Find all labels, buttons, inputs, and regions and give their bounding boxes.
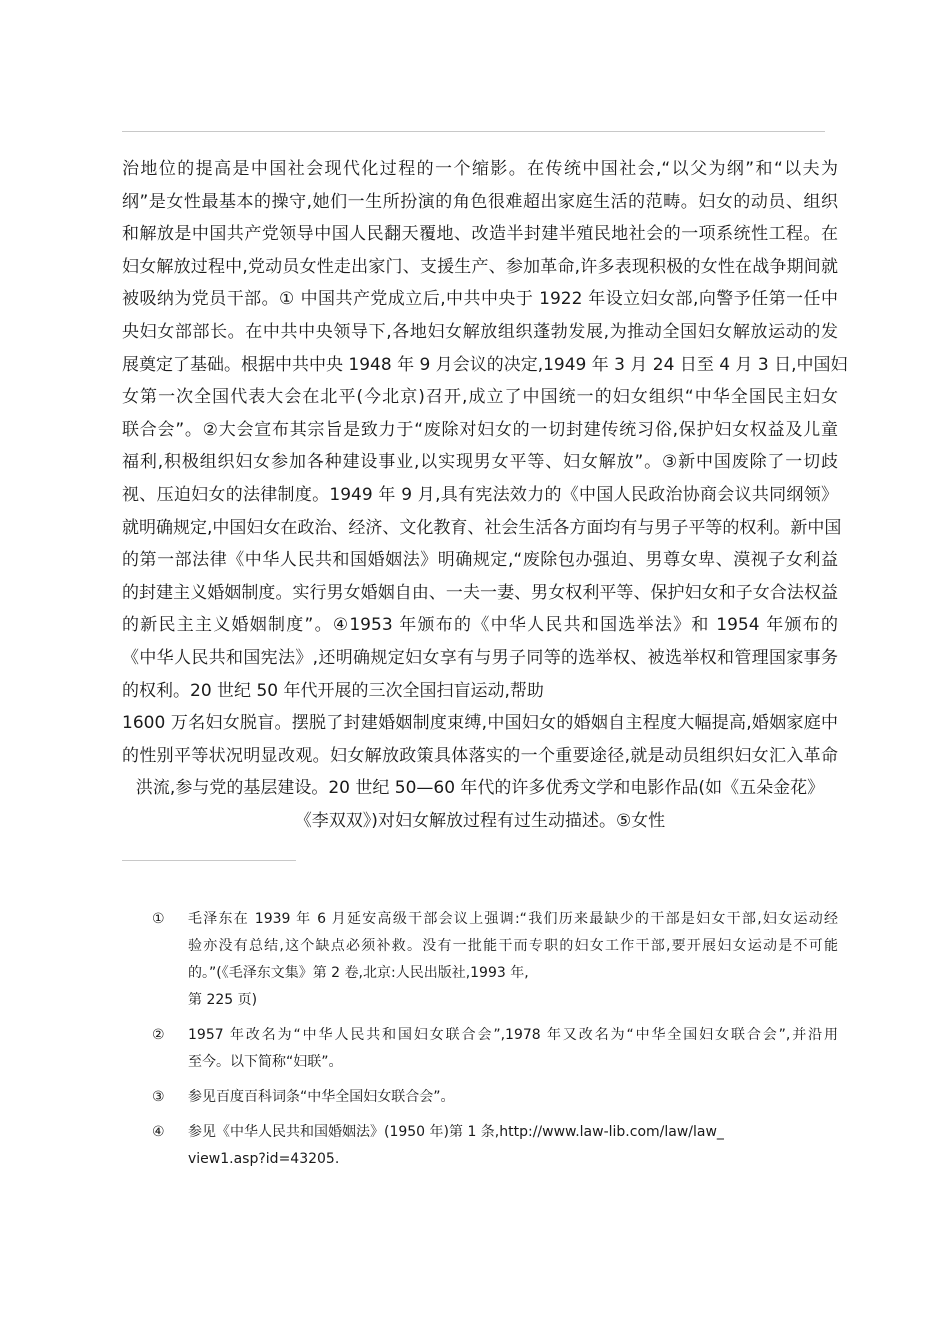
paragraph-line: 《李双双》)对妇女解放过程有过生动描述。⑤女性 [294, 810, 666, 831]
footnote-marker: ④ [152, 1124, 165, 1140]
paragraph-line: 治地位的提高是中国社会现代化过程的一个缩影。在传统中国社会,“以父为纲”和“以夫为 [122, 159, 838, 179]
footnote-2 [152, 1022, 838, 1076]
paragraph-line: 和解放是中国共产党领导中国人民翻天覆地、改造半封建半殖民地社会的一项系统性工程。在 [122, 224, 838, 245]
footnote-line: 验亦没有总结,这个缺点必须补救。没有一批能干而专职的妇女工作干部,要开展妇女运动是不可能 [188, 938, 838, 954]
footnote-marker: ② [152, 1027, 165, 1043]
footnote-4 [152, 1119, 838, 1173]
footnote-line: 参见《中华人民共和国婚姻法》(1950 年)第 1 条,http://www.law-lib.com/law/law_ [188, 1124, 724, 1140]
footnote-line: 至今。以下简称“妇联”。 [188, 1054, 343, 1070]
footnote-3 [152, 1084, 838, 1111]
paragraph-line: 的新民主主义婚姻制度”。④1953 年颁布的《中华人民共和国选举法》和 1954 年颁布的 [122, 615, 838, 636]
paragraph-line: 的第一部法律《中华人民共和国婚姻法》明确规定,“废除包办强迫、男尊女卑、漠视子女利益 [122, 550, 838, 571]
paragraph-line: 央妇女部部长。在中共中央领导下,各地妇女解放组织蓬勃发展,为推动全国妇女解放运动的发 [122, 321, 838, 342]
footnote-line: 毛泽东在 1939 年 6 月延安高级干部会议上强调:“我们历来最缺少的干部是妇女干部,妇女运动经 [188, 911, 838, 927]
footnote-line: 的。”(《毛泽东文集》第 2 卷,北京:人民出版社,1993 年, [188, 965, 529, 981]
paragraph-line: 纲”是女性最基本的操守,她们一生所扮演的角色很难超出家庭生活的范畴。妇女的动员、组织 [122, 191, 838, 212]
paragraph-line: 《中华人民共和国宪法》,还明确规定妇女享有与男子同等的选举权、被选举权和管理国家事务 [122, 647, 838, 668]
footnote-line: view1.asp?id=43205. [188, 1151, 340, 1167]
paragraph-line: 女第一次全国代表大会在北平(今北京)召开,成立了中国统一的妇女组织“中华全国民主妇女 [122, 387, 838, 408]
footnote-line: 1957 年改名为“中华人民共和国妇女联合会”,1978 年又改名为“中华全国妇女联合会”,并沿用 [188, 1027, 838, 1043]
footnote-line: 第 225 页) [188, 992, 258, 1008]
paragraph-line: 福利,积极组织妇女参加各种建设事业,以实现男女平等、妇女解放”。③新中国废除了一切歧 [122, 452, 838, 473]
main-paragraph [122, 153, 848, 837]
footnote-1 [152, 906, 838, 1014]
paragraph-line: 的封建主义婚姻制度。实行男女婚姻自由、一夫一妻、男女权利平等、保护妇女和子女合法权益 [122, 582, 838, 603]
paragraph-line: 展奠定了基础。根据中共中央 1948 年 9 月会议的决定,1949 年 3 月 24 日至 4 月 3 日,中国妇 [122, 354, 848, 375]
paragraph-line: 的性别平等状况明显改观。妇女解放政策具体落实的一个重要途径,就是动员组织妇女汇入革命 [122, 745, 838, 766]
paragraph-line: 就明确规定,中国妇女在政治、经济、文化教育、社会生活各方面均有与男子平等的权利。新中国 [122, 517, 842, 538]
header-rule [122, 131, 825, 132]
paragraph-line: 1600 万名妇女脱盲。摆脱了封建婚姻制度束缚,中国妇女的婚姻自主程度大幅提高,婚姻家庭中 [122, 713, 838, 734]
footnotes [152, 906, 838, 1181]
paragraph-line: 妇女解放过程中,党动员女性走出家门、支援生产、参加革命,许多表现积极的女性在战争期间就 [122, 256, 838, 277]
footnote-line: 参见百度百科词条“中华全国妇女联合会”。 [188, 1089, 455, 1105]
paragraph-line: 被吸纳为党员干部。① 中国共产党成立后,中共中央于 1922 年设立妇女部,向警予任第一任中 [122, 289, 838, 310]
paragraph-line: 视、压迫妇女的法律制度。1949 年 9 月,具有宪法效力的《中国人民政治协商会议共同纲领》 [122, 484, 838, 505]
footnote-separator [122, 860, 296, 861]
paragraph-line: 洪流,参与党的基层建设。20 世纪 50—60 年代的许多优秀文学和电影作品(如《五朵金花》 [135, 778, 825, 799]
footnote-marker: ③ [152, 1089, 165, 1105]
paragraph-line: 联合会”。②大会宣布其宗旨是致力于“废除对妇女的一切封建传统习俗,保护妇女权益及儿童 [122, 419, 838, 440]
paragraph-line: 的权利。20 世纪 50 年代开展的三次全国扫盲运动,帮助 [122, 680, 544, 701]
footnote-marker: ① [152, 911, 165, 927]
